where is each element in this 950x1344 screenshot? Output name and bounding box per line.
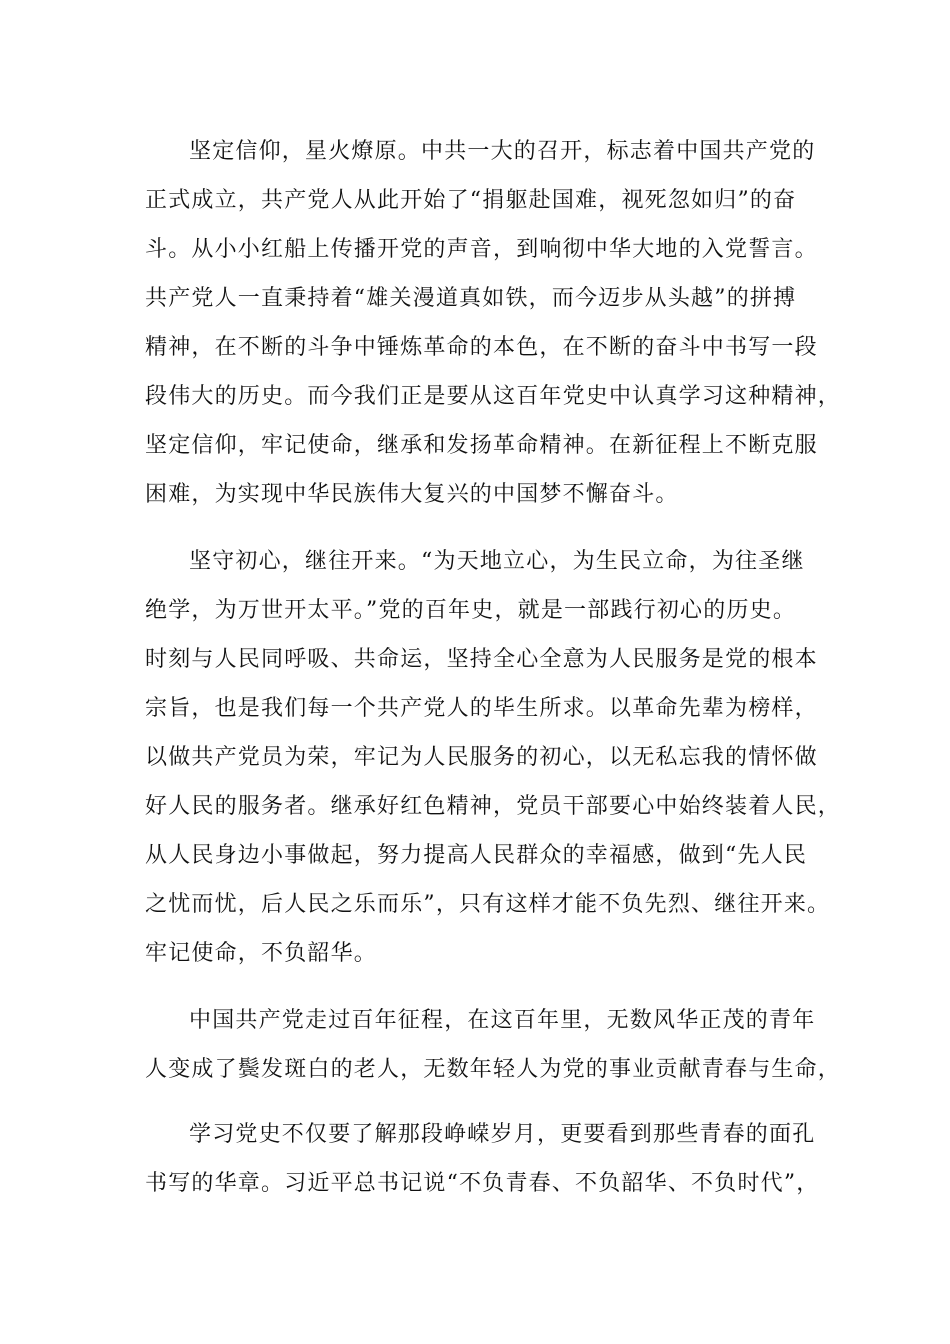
text-line: 以做共产党员为荣，牢记为人民服务的初心，以无私忘我的情怀做: [145, 745, 818, 770]
text-line: 时刻与人民同呼吸、共命运，坚持全心全意为人民服务是党的根本: [145, 647, 818, 672]
text-line: 好人民的服务者。继承好红色精神，党员干部要心中始终装着人民，: [145, 794, 842, 819]
text-line: 困难，为实现中华民族伟大复兴的中国梦不懈奋斗。: [145, 482, 679, 507]
paragraph-study-history: [145, 1110, 825, 1208]
paragraph-century-journey: [145, 996, 842, 1094]
text-line: 从人民身边小事做起，努力提高人民群众的幸福感，做到“先人民: [145, 843, 808, 868]
text-line: 书写的华章。习近平总书记说“不负青春、不负韶华、不负时代”，: [145, 1171, 820, 1196]
text-line: 宗旨，也是我们每一个共产党人的毕生所求。以革命先辈为榜样，: [145, 696, 818, 721]
text-line: 段伟大的历史。而今我们正是要从这百年党史中认真学习这种精神，: [145, 384, 842, 409]
paragraph-original-aspiration: [145, 537, 842, 978]
text-line: 坚守初心，继往开来。“为天地立心，为生民立命，为往圣继: [189, 549, 805, 574]
text-line: 正式成立，共产党人从此开始了“捐躯赴国难，视死忽如归”的奋: [145, 188, 797, 213]
paragraph-faith: [145, 127, 842, 519]
text-line: 斗。从小小红船上传播开党的声音，到响彻中华大地的入党誓言。: [145, 237, 818, 262]
text-line: 之忧而忧，后人民之乐而乐”，只有这样才能不负先烈、继往开来。: [145, 892, 831, 917]
text-line: 绝学，为万世开太平。”党的百年史，就是一部践行初心的历史。: [145, 598, 797, 623]
text-line: 精神，在不断的斗争中锤炼革命的本色，在不断的奋斗中书写一段: [145, 335, 818, 360]
text-line: 坚定信仰，牢记使命，继承和发扬革命精神。在新征程上不断克服: [145, 433, 818, 458]
text-line: 牢记使命，不负韶华。: [145, 941, 378, 966]
text-line: 坚定信仰，星火燎原。中共一大的召开，标志着中国共产党的: [189, 139, 816, 164]
text-line: 共产党人一直秉持着“雄关漫道真如铁，而今迈步从头越”的拼搏: [145, 286, 797, 311]
text-line: 人变成了鬓发斑白的老人，无数年轻人为党的事业贡献青春与生命，: [145, 1057, 842, 1082]
text-line: 中国共产党走过百年征程，在这百年里，无数风华正茂的青年: [189, 1008, 816, 1033]
text-line: 学习党史不仅要了解那段峥嵘岁月，更要看到那些青春的面孔: [189, 1122, 816, 1147]
